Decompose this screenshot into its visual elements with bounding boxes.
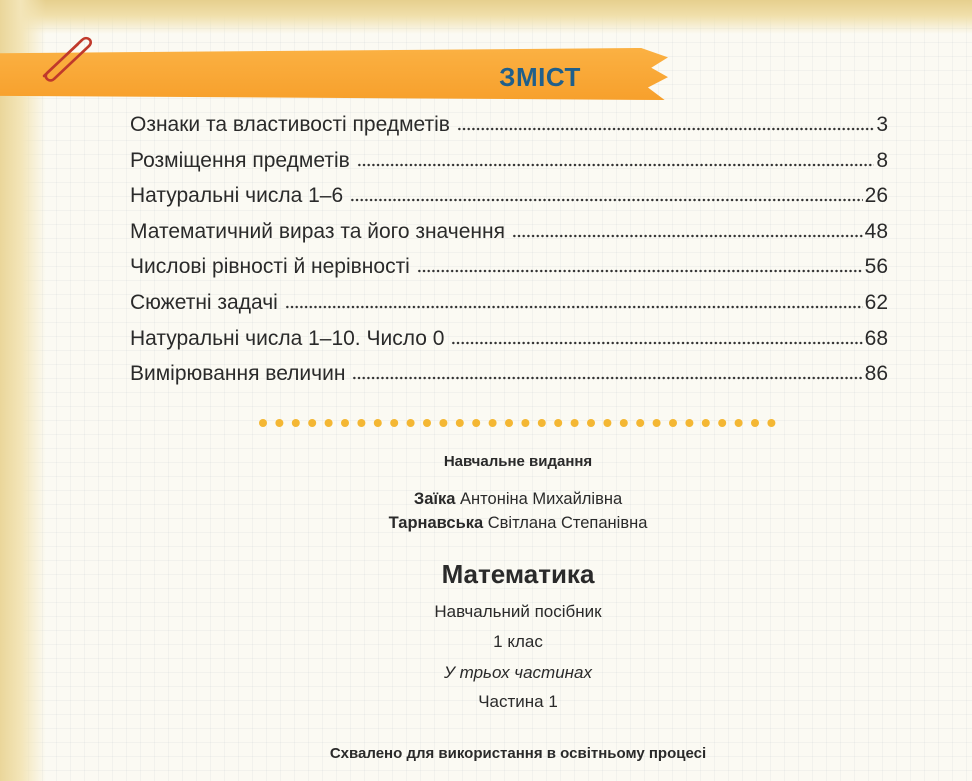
toc-entry-page: 86 — [864, 362, 888, 386]
separator-dot — [341, 419, 349, 427]
separator-dot — [390, 419, 398, 427]
separator-dot — [571, 419, 579, 427]
separator-dot — [407, 419, 415, 427]
parts-note: У трьох частинах — [444, 663, 592, 682]
toc-entry-title: Математичний вираз та його значення — [130, 219, 505, 243]
toc-leader-dots — [357, 163, 875, 167]
toc-entry[interactable] — [130, 256, 888, 292]
toc-entry-title: Вимірювання величин — [130, 362, 346, 386]
separator-dot — [374, 419, 382, 427]
separator-dot — [489, 419, 497, 427]
separator-dot — [751, 419, 759, 427]
separator-dot — [685, 419, 693, 427]
separator-dot — [767, 419, 775, 427]
toc-entry[interactable] — [130, 363, 888, 399]
toc-entry[interactable] — [130, 114, 888, 150]
author-surname: Заїка — [413, 490, 456, 508]
toc-entry[interactable] — [130, 185, 888, 221]
part-label: Частина 1 — [478, 692, 558, 711]
page-top-edge — [0, 0, 972, 34]
toc-leader-dots — [352, 376, 862, 380]
separator-dot — [653, 419, 661, 427]
toc-entry-page: 62 — [864, 290, 888, 314]
author-surname: Тарнавська — [388, 514, 484, 532]
separator-dot — [472, 419, 480, 427]
toc-entry-title: Ознаки та властивості предметів — [130, 113, 450, 136]
toc-leader-dots — [350, 198, 863, 202]
author-given-names: Світлана Степанівна — [487, 514, 648, 532]
table-of-contents — [130, 114, 888, 399]
toc-leader-dots — [451, 341, 862, 345]
paperclip-icon — [30, 30, 96, 84]
separator-dot — [505, 419, 513, 427]
separator-dot — [423, 419, 431, 427]
toc-entry-title: Числові рівності й нерівності — [130, 255, 410, 279]
separator-dot — [620, 419, 628, 427]
book-title: Математика — [441, 559, 595, 589]
toc-entry-page: 56 — [864, 255, 888, 279]
separator-dot — [292, 419, 300, 427]
toc-entry[interactable] — [130, 292, 888, 328]
publication-type: Навчальне видання — [443, 453, 593, 470]
separator-dot — [587, 419, 595, 427]
separator-dot — [636, 419, 644, 427]
separator-dot — [521, 419, 529, 427]
approval-note: Схвалено для використання в освітньому процесі — [329, 745, 707, 762]
separator-dot — [603, 419, 611, 427]
author-line — [0, 514, 972, 533]
separator-dot — [308, 419, 316, 427]
toc-leader-dots — [512, 234, 863, 238]
toc-entry-page: 68 — [864, 326, 888, 350]
toc-entry-page: 8 — [876, 148, 888, 172]
separator-dot — [357, 419, 365, 427]
toc-entry-title: Натуральні числа 1–6 — [130, 184, 344, 208]
separator-dot — [275, 419, 283, 427]
grade-label: 1 клас — [493, 632, 543, 651]
separator-dot — [554, 419, 562, 427]
toc-leader-dots — [457, 127, 874, 131]
separator-dot — [456, 419, 464, 427]
toc-entry[interactable] — [130, 328, 888, 364]
separator-dot — [718, 419, 726, 427]
toc-entry-page: 3 — [876, 113, 888, 136]
separator-dots — [258, 416, 778, 430]
book-subtitle: Навчальний посібник — [434, 602, 602, 621]
contents-heading: ЗМІСТ — [499, 62, 581, 92]
author-line — [0, 490, 972, 509]
toc-leader-dots — [285, 305, 863, 309]
toc-leader-dots — [417, 269, 863, 273]
toc-entry-page: 48 — [864, 219, 888, 243]
separator-dot — [702, 419, 710, 427]
toc-entry-page: 26 — [864, 184, 888, 208]
separator-dot — [538, 419, 546, 427]
separator-dot — [735, 419, 743, 427]
separator-dot — [669, 419, 677, 427]
toc-entry[interactable] — [130, 221, 888, 257]
toc-entry-title: Натуральні числа 1–10. Число 0 — [130, 326, 445, 350]
separator-dot — [439, 419, 447, 427]
toc-entry-title: Сюжетні задачі — [130, 290, 278, 314]
toc-entry[interactable] — [130, 150, 888, 186]
separator-dot — [259, 419, 267, 427]
separator-dot — [325, 419, 333, 427]
author-given-names: Антоніна Михайлівна — [460, 490, 623, 508]
toc-entry-title: Розміщення предметів — [130, 148, 350, 172]
